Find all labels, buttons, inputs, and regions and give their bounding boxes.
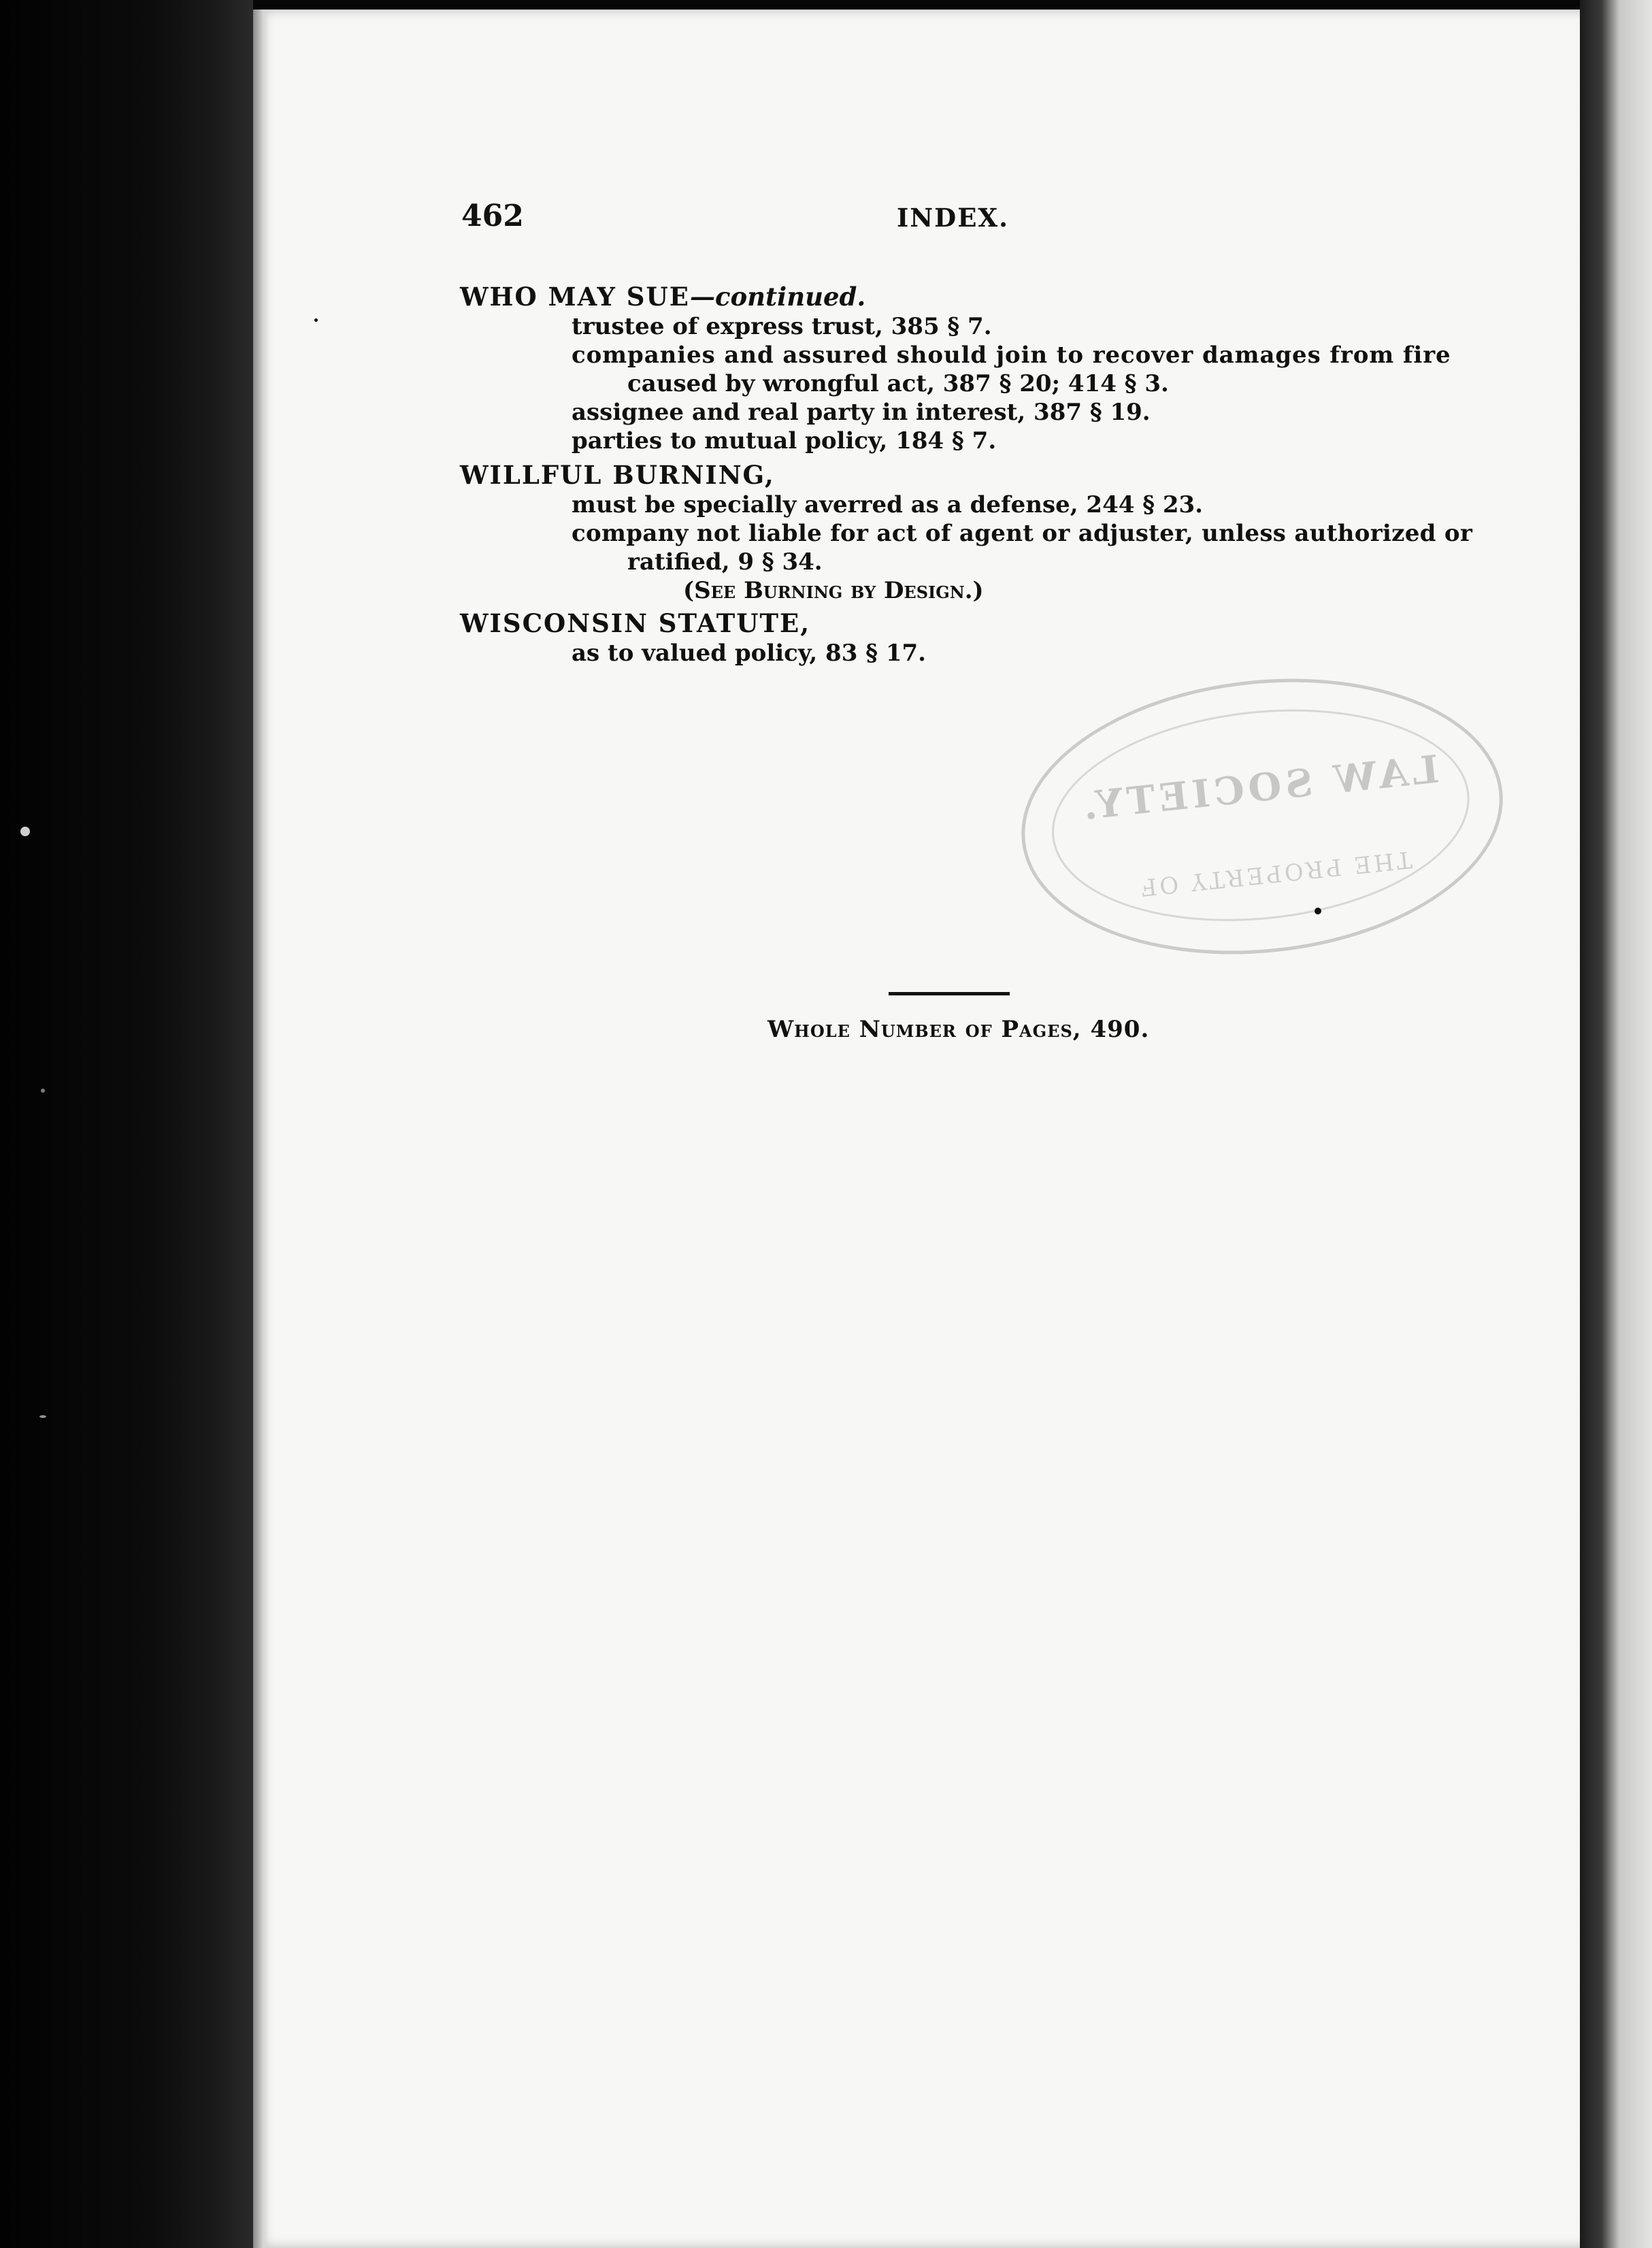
index-subentry: parties to mutual policy, 184 § 7. (572, 427, 997, 454)
index-cross-reference: (See Burning by Design.) (683, 577, 984, 604)
whole-number-of-pages: Whole Number of Pages, 490. (767, 1016, 1150, 1043)
index-heading-text: WHO MAY SUE (460, 282, 690, 312)
page-gutter-shadow (253, 10, 268, 2248)
section-rule (889, 992, 1010, 995)
stamp-main-text: LAW SOCIETY. (1077, 746, 1442, 829)
ink-speck (314, 318, 318, 322)
index-subentry: assignee and real party in interest, 387 § 19. (572, 399, 1151, 426)
index-subentry: must be specially averred as a defense, 244 § 23. (572, 491, 1204, 518)
binding-speck (41, 1089, 45, 1093)
index-subentry: trustee of express trust, 385 § 7. (572, 313, 992, 340)
binding-speck (20, 827, 30, 836)
index-subentry-continuation: ratified, 9 § 34. (627, 548, 823, 576)
running-title: INDEX. (897, 203, 1010, 233)
continued-label: —continued. (689, 282, 866, 312)
index-subentry-continuation: caused by wrongful act, 387 § 20; 414 § 3. (627, 370, 1169, 397)
index-heading-wisconsin-statute: WISCONSIN STATUTE, (460, 608, 811, 638)
stamp-arc-text: THE PROPERTY OF (1136, 845, 1414, 902)
index-subentry: as to valued policy, 83 § 17. (572, 640, 926, 667)
index-heading-willful-burning: WILLFUL BURNING, (460, 460, 775, 490)
page-number: 462 (461, 199, 524, 233)
index-subentry: company not liable for act of agent or adjuster, unless authorized or (572, 520, 1473, 547)
binding-speck (39, 1415, 46, 1418)
book-binding (0, 0, 253, 2248)
index-subentry: companies and assured should join to recover damages from fire (572, 342, 1451, 369)
ink-speck (1315, 908, 1321, 914)
next-page-edge (1580, 0, 1652, 2248)
index-heading-who-may-sue (460, 282, 865, 312)
